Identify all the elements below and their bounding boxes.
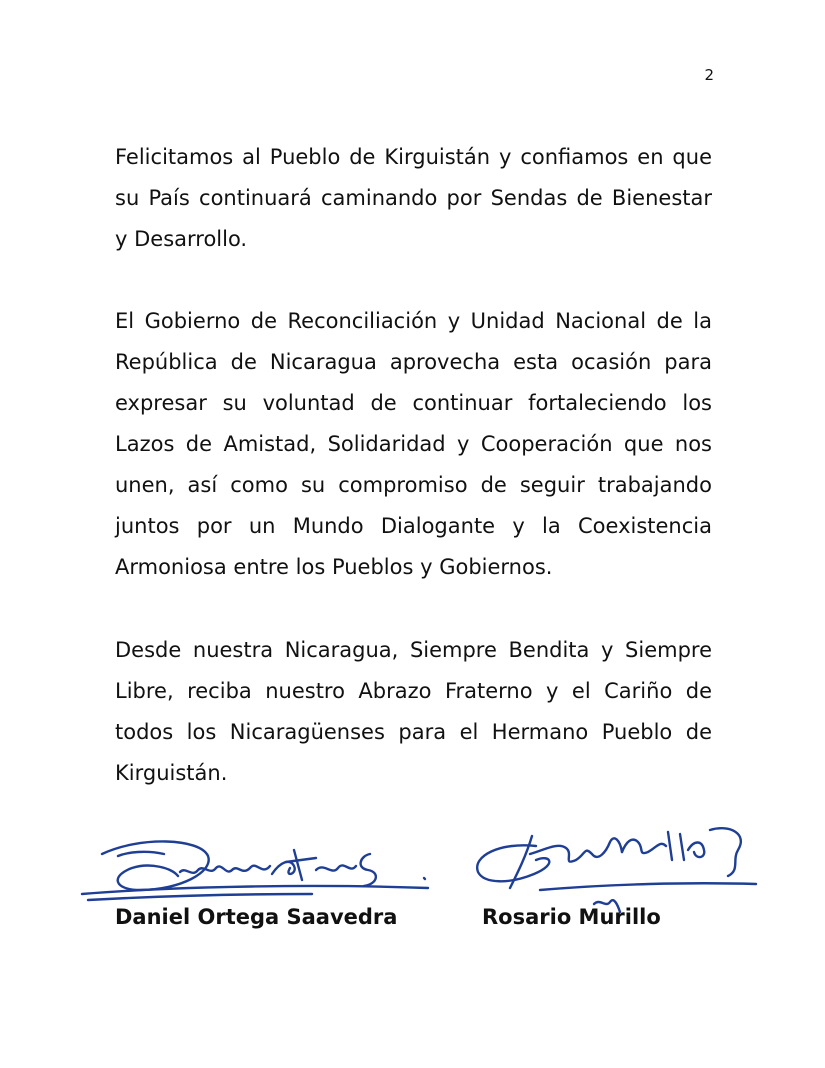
- paragraph-text: Desde nuestra Nicaragua, Siempre Bendita y Siempre Libre, reciba nuestro Abrazo Fraterno y el Cariño de todos los Nicaragüenses para el Hermano Pueblo de Kirguistán.: [115, 638, 712, 785]
- paragraph-government-will: [115, 301, 712, 588]
- page-number: 2: [704, 66, 714, 84]
- paragraph-text: Felicitamos al Pueblo de Kirguistán y confiamos en que su País continuará caminando por Sendas de Bienestar y Desarrollo.: [115, 145, 712, 251]
- paragraph-greetings: [115, 630, 712, 794]
- paragraph-text: El Gobierno de Reconciliación y Unidad Nacional de la República de Nicaragua aprovecha esta ocasión para expresar su voluntad de continuar fortaleciendo los Lazos de Amistad, Solidaridad y Cooperación que nos unen, así como su compromiso de seguir trabajando juntos por un Mundo Dialogante y la Coexistencia Armoniosa entre los Pueblos y Gobiernos.: [115, 309, 712, 579]
- paragraph-congratulations: [115, 137, 712, 260]
- signature-ortega: [80, 832, 440, 912]
- signer-name-murillo: Rosario Murillo: [482, 905, 661, 929]
- signer-name-ortega: Daniel Ortega Saavedra: [115, 905, 398, 929]
